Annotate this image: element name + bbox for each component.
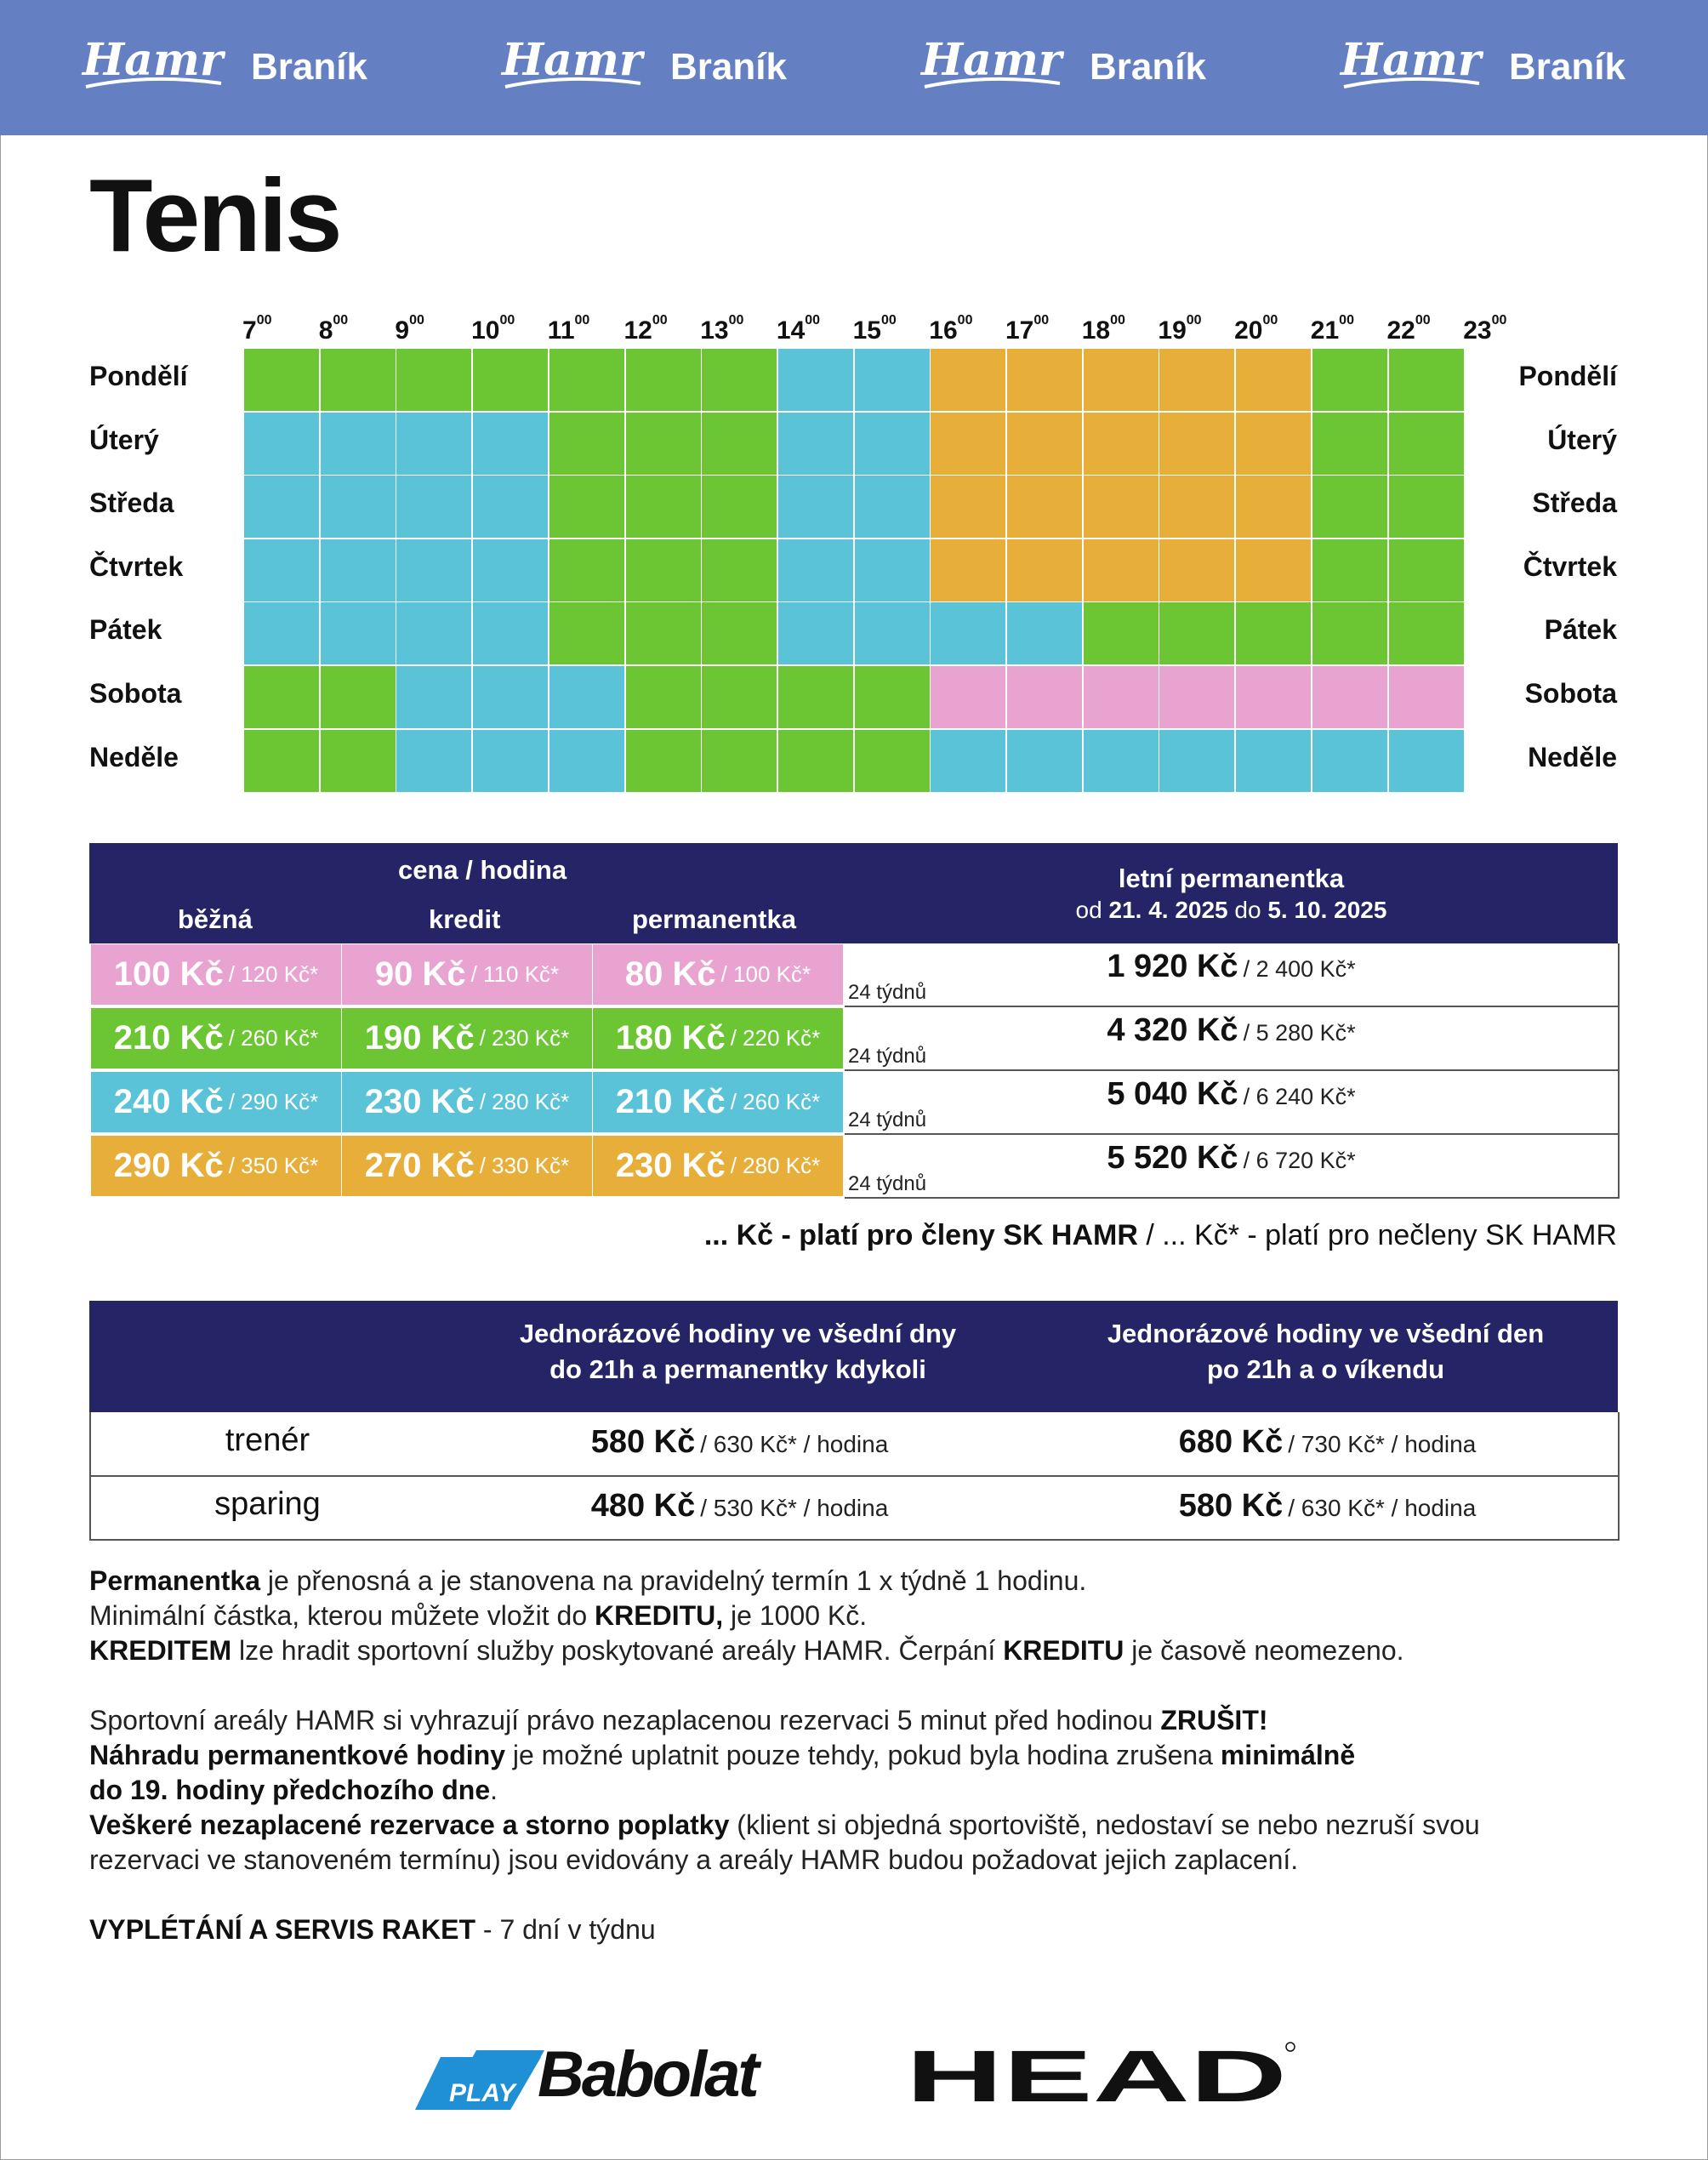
schedule-slot [549, 602, 624, 664]
hour-label: $23^{00}$ [1463, 313, 1507, 345]
hour-label: $17^{00}$ [1005, 313, 1050, 345]
schedule-slot [702, 349, 777, 411]
schedule-slot [1084, 602, 1159, 664]
hamr-logo-icon [919, 31, 1064, 99]
hour-label: $7^{00}$ [242, 313, 272, 345]
schedule-slot [1007, 476, 1082, 538]
head-logo [906, 2036, 1295, 2117]
schedule-slot [855, 349, 930, 411]
schedule-slot [855, 476, 930, 538]
oneoff-price: 580 Kč / 630 Kč* / hodina [590, 1424, 889, 1460]
schedule-slot [473, 476, 548, 538]
price-cell-bezna: 290 Kč / 350 Kč* [91, 1136, 341, 1196]
schedule-slot [549, 476, 624, 538]
day-label: Středa [1532, 487, 1617, 519]
price-cell-kredit: 190 Kč / 230 Kč* [342, 1008, 592, 1069]
schedule-slot [702, 602, 777, 664]
schedule-slot [1159, 666, 1234, 728]
day-label: Čtvrtek [1523, 550, 1617, 582]
schedule-slot [1236, 602, 1311, 664]
schedule-slot [931, 602, 1005, 664]
schedule-slot [931, 349, 1005, 411]
header-kredit: kredit [429, 904, 501, 934]
schedule-slot [855, 602, 930, 664]
schedule-slot [1389, 602, 1464, 664]
hour-label: $11^{00}$ [547, 313, 590, 345]
schedule-slot [1312, 349, 1387, 411]
oneoff-row [89, 1412, 1620, 1477]
schedule-slot [473, 539, 548, 601]
schedule-slot [626, 476, 701, 538]
schedule-slot [1236, 349, 1311, 411]
hour-label: $19^{00}$ [1158, 313, 1202, 345]
hour-label: $13^{00}$ [700, 313, 744, 345]
schedule-slot [626, 602, 701, 664]
oneoff-price: 680 Kč / 730 Kč* / hodina [1178, 1424, 1477, 1460]
note-credit-usage: KREDITEM lze hradit sportovní služby poskytované areály HAMR. Čerpání KREDITU je časově neomezeno. [89, 1635, 1404, 1666]
schedule-slot [396, 666, 471, 728]
schedule-slot [778, 413, 853, 475]
schedule-slot [931, 666, 1005, 728]
hour-label: $14^{00}$ [776, 313, 821, 345]
schedule-slot [396, 349, 471, 411]
schedule-slot [702, 730, 777, 792]
page-title: Tenis [89, 157, 340, 273]
schedule-slot [321, 666, 396, 728]
hour-label: $8^{00}$ [318, 313, 349, 345]
schedule-slot [321, 730, 396, 792]
hamr-logo-icon [81, 31, 225, 99]
schedule-slot [1389, 666, 1464, 728]
brand-name: Braník [251, 46, 367, 88]
schedule-slot [396, 413, 471, 475]
schedule-slot [931, 413, 1005, 475]
hour-label: $12^{00}$ [623, 313, 668, 345]
oneoff-col1-header: Jednorázové hodiny ve všední dny do 21h a permanentky kdykoli [519, 1319, 957, 1384]
schedule-slot [396, 602, 471, 664]
price-cell-bezna: 240 Kč / 290 Kč* [91, 1072, 341, 1132]
hamr-logo-icon [1339, 31, 1483, 99]
schedule-slot [1389, 476, 1464, 538]
season-pass-row: 24 týdnů 1 920 Kč / 2 400 Kč* [845, 943, 1620, 1007]
schedule-slot [549, 666, 624, 728]
schedule-slot [1159, 413, 1234, 475]
schedule-slot [855, 413, 930, 475]
schedule-slot [549, 730, 624, 792]
schedule-slot [549, 539, 624, 601]
schedule-slot [1312, 666, 1387, 728]
schedule-slot [1084, 539, 1159, 601]
schedule-slot [473, 349, 548, 411]
schedule-slot [1236, 666, 1311, 728]
schedule-slot [1389, 730, 1464, 792]
schedule-slot [473, 602, 548, 664]
schedule-slot [1312, 539, 1387, 601]
schedule-slot [702, 413, 777, 475]
header-band [0, 0, 1708, 135]
schedule-slot [778, 539, 853, 601]
day-label: Pátek [89, 614, 162, 646]
babolat-play-logo [415, 2038, 761, 2111]
svg-text:HEAD: HEAD [906, 2036, 1287, 2117]
note-permanentka: Permanentka je přenosná a je stanovena na pravidelný termín 1 x týdně 1 hodinu. [89, 1565, 1087, 1596]
svg-text:Hamr: Hamr [1341, 34, 1482, 86]
schedule-slot [473, 730, 548, 792]
schedule-slot [1389, 539, 1464, 601]
season-pass-row: 24 týdnů 4 320 Kč / 5 280 Kč* [845, 1007, 1620, 1071]
schedule-slot [1084, 730, 1159, 792]
schedule-slot [1007, 539, 1082, 601]
day-label: Úterý [1547, 424, 1617, 455]
schedule-slot [321, 602, 396, 664]
schedule-slot [1236, 730, 1311, 792]
header-season-pass: letní permanentka [1118, 863, 1345, 893]
schedule-slot [626, 413, 701, 475]
schedule-slot [473, 666, 548, 728]
schedule-slot [396, 730, 471, 792]
schedule-slot [626, 730, 701, 792]
schedule-slot [321, 476, 396, 538]
svg-text:PLAY: PLAY [449, 2079, 515, 2107]
schedule-slot [321, 413, 396, 475]
weeks-label: 24 týdnů [848, 1045, 927, 1068]
schedule-slot [778, 476, 853, 538]
note-replacement: Náhradu permanentkové hodiny je možné uplatnit pouze tehdy, pokud byla hodina zrušena minimálně [89, 1740, 1356, 1770]
schedule-slot [1084, 666, 1159, 728]
price-cell-perm: 180 Kč / 220 Kč* [593, 1008, 843, 1069]
oneoff-row [89, 1476, 1620, 1541]
schedule-slot [626, 349, 701, 411]
day-label: Sobota [1524, 678, 1617, 709]
schedule-slot [1007, 413, 1082, 475]
schedule-slot [1389, 413, 1464, 475]
price-legend: ... Kč - platí pro členy SK HAMR / ... Kč* - platí pro nečleny SK HAMR [703, 1219, 1617, 1251]
schedule-slot [473, 413, 548, 475]
schedule-slot [244, 413, 319, 475]
schedule-slot [1159, 730, 1234, 792]
price-cell-kredit: 270 Kč / 330 Kč* [342, 1136, 592, 1196]
header-bezna: běžná [178, 904, 253, 934]
schedule-slot [1159, 476, 1234, 538]
price-cell-kredit: 230 Kč / 280 Kč* [342, 1072, 592, 1132]
schedule-slot [626, 666, 701, 728]
schedule-slot [549, 349, 624, 411]
hamr-logo-icon [500, 31, 645, 99]
header-season-dates: od 21. 4. 2025 do 5. 10. 2025 [1075, 897, 1387, 923]
price-table-header [89, 843, 1618, 943]
price-cell-kredit: 90 Kč / 110 Kč* [342, 944, 592, 1005]
svg-text:Hamr: Hamr [921, 34, 1062, 86]
note-unpaid: Veškeré nezaplacené rezervace a storno poplatky (klient si objedná sportoviště, nedostaví se nebo nezruší svou [89, 1809, 1480, 1840]
svg-text:Hamr: Hamr [502, 34, 643, 86]
price-cell-bezna: 100 Kč / 120 Kč* [91, 944, 341, 1005]
schedule-slot [931, 539, 1005, 601]
oneoff-price: 580 Kč / 630 Kč* / hodina [1178, 1488, 1477, 1524]
sponsor-logos [0, 2025, 1708, 2118]
schedule-slot [549, 413, 624, 475]
schedule-slot [702, 666, 777, 728]
schedule-slot [931, 476, 1005, 538]
brand-name: Braník [1090, 46, 1206, 88]
header-price-per-hour: cena / hodina [398, 855, 567, 885]
schedule-slot [396, 476, 471, 538]
oneoff-row-label: trenér [225, 1422, 310, 1458]
schedule-slot [855, 666, 930, 728]
day-label: Středa [89, 487, 174, 519]
price-cell-perm: 210 Kč / 260 Kč* [593, 1072, 843, 1132]
schedule-slot [1159, 539, 1234, 601]
brand-name: Braník [1509, 46, 1625, 88]
day-label: Neděle [1528, 741, 1617, 772]
schedule-slot [626, 539, 701, 601]
notes [89, 1564, 1620, 1947]
schedule-slot [1084, 349, 1159, 411]
schedule-slot [1236, 476, 1311, 538]
schedule-slot [1007, 349, 1082, 411]
oneoff-row-label: sparing [214, 1486, 321, 1522]
hour-label: $16^{00}$ [929, 313, 973, 345]
hour-label: $21^{00}$ [1310, 313, 1354, 345]
svg-text:Hamr: Hamr [83, 34, 224, 86]
schedule-slot [778, 666, 853, 728]
hour-label: $15^{00}$ [852, 313, 897, 345]
brand-name: Braník [670, 46, 787, 88]
schedule-slot [931, 730, 1005, 792]
schedule-slot [396, 539, 471, 601]
schedule-slot [1084, 413, 1159, 475]
schedule-slot [321, 539, 396, 601]
schedule-slot [1312, 413, 1387, 475]
note-cancel: Sportovní areály HAMR si vyhrazují právo nezaplacenou rezervaci 5 minut před hodinou ZRUŠIT! [89, 1705, 1268, 1735]
schedule-slot [1159, 349, 1234, 411]
day-label: Úterý [89, 424, 159, 455]
price-cell-perm: 80 Kč / 100 Kč* [593, 944, 843, 1005]
schedule-slot [1007, 602, 1082, 664]
oneoff-price: 480 Kč / 530 Kč* / hodina [590, 1488, 889, 1524]
schedule-slot [702, 539, 777, 601]
season-pass-row: 24 týdnů 5 520 Kč / 6 720 Kč* [845, 1135, 1620, 1199]
note-unpaid-cont: rezervaci ve stanoveném termínu) jsou evidovány a areály HAMR budou požadovat jejich zaplacení. [89, 1844, 1299, 1875]
hour-label: $22^{00}$ [1386, 313, 1431, 345]
schedule-slot [1389, 349, 1464, 411]
day-label: Pondělí [1518, 361, 1617, 391]
schedule-slot [244, 730, 319, 792]
price-cell-perm: 230 Kč / 280 Kč* [593, 1136, 843, 1196]
schedule-slot [1312, 730, 1387, 792]
schedule-slot [1312, 602, 1387, 664]
header-permanentka: permanentka [632, 904, 796, 934]
schedule-slot [321, 349, 396, 411]
oneoff-col2-header: Jednorázové hodiny ve všední den po 21h a o víkendu [1107, 1319, 1545, 1384]
note-replacement-deadline: do 19. hodiny předchozího dne. [89, 1775, 498, 1805]
schedule-slot [1236, 539, 1311, 601]
schedule-slot [855, 730, 930, 792]
day-label: Sobota [89, 678, 182, 709]
note-stringing: VYPLÉTÁNÍ A SERVIS RAKET - 7 dní v týdnu [89, 1914, 656, 1945]
schedule-slot [244, 602, 319, 664]
hour-label: $20^{00}$ [1234, 313, 1278, 345]
schedule-slot [1007, 730, 1082, 792]
day-label: Pátek [1544, 614, 1617, 646]
weeks-label: 24 týdnů [848, 1172, 927, 1195]
svg-text:Babolat: Babolat [538, 2038, 757, 2111]
day-label: Pondělí [89, 361, 188, 391]
note-min-credit: Minimální částka, kterou můžete vložit do KREDITU, je 1000 Kč. [89, 1600, 868, 1631]
weeks-label: 24 týdnů [848, 981, 927, 1004]
season-pass-row: 24 týdnů 5 040 Kč / 6 240 Kč* [845, 1071, 1620, 1135]
schedule-slot [1312, 476, 1387, 538]
schedule-slot [778, 730, 853, 792]
schedule-slot [1007, 666, 1082, 728]
schedule-slot [778, 349, 853, 411]
day-label: Čtvrtek [89, 550, 184, 582]
schedule-slot [244, 666, 319, 728]
schedule-slot [778, 602, 853, 664]
schedule-slot [244, 476, 319, 538]
schedule-slot [1084, 476, 1159, 538]
day-label: Neděle [89, 741, 179, 772]
schedule-slot [855, 539, 930, 601]
hour-label: $18^{00}$ [1081, 313, 1125, 345]
schedule-slot [702, 476, 777, 538]
schedule-slot [244, 539, 319, 601]
schedule-slot [1236, 413, 1311, 475]
oneoff-header [89, 1301, 1618, 1412]
weeks-label: 24 týdnů [848, 1108, 927, 1131]
hour-label: $10^{00}$ [471, 313, 515, 345]
hour-label: $9^{00}$ [395, 313, 424, 345]
schedule-slot [1159, 602, 1234, 664]
schedule-slot [244, 349, 319, 411]
price-cell-bezna: 210 Kč / 260 Kč* [91, 1008, 341, 1069]
